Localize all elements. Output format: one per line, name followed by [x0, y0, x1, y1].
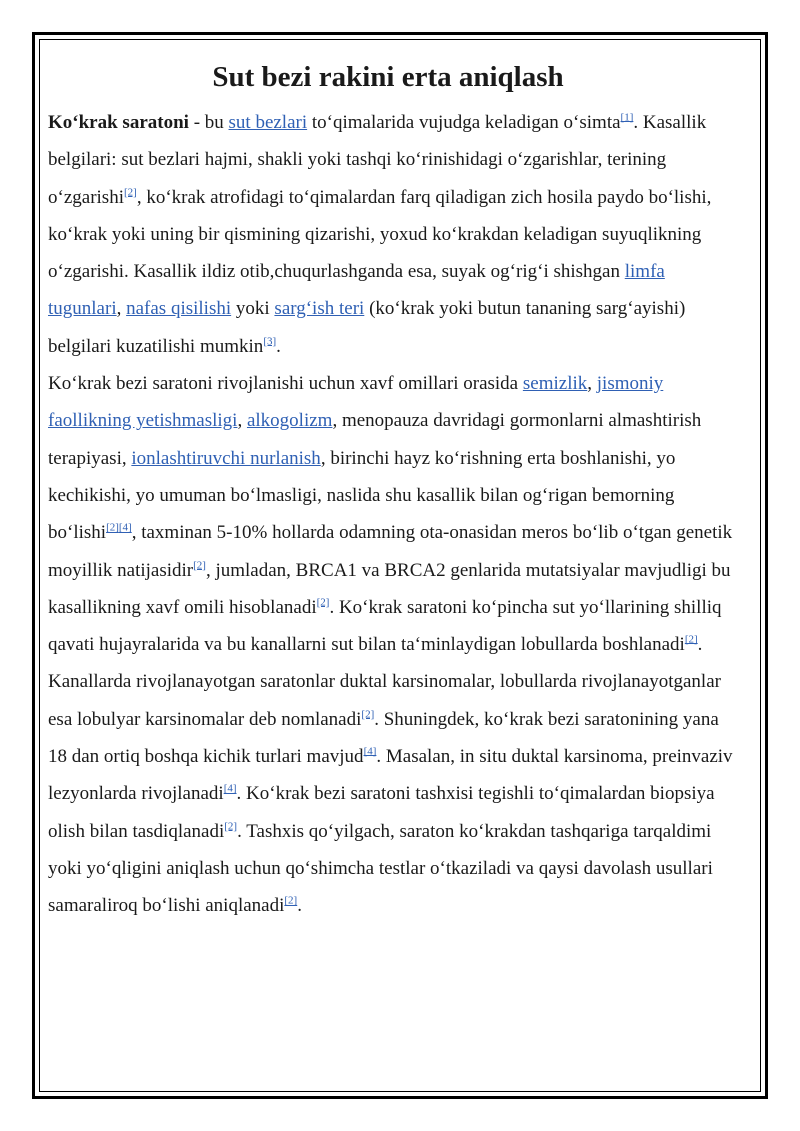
text: , taxminan 5-10% hollarda odamning ota-onasidan meros boʻlib oʻtgan genetik moyillik natijasidir: [48, 522, 733, 581]
paragraph-risk-factors: [48, 365, 738, 924]
text: , jumladan, BRCA1 va BRCA2 genlarida mutatsiyalar mavjudligi bu kasallikning xavf omili hisoblanadi: [48, 559, 731, 618]
link-nafas-qisilishi[interactable]: nafas qisilishi: [126, 298, 232, 320]
citation-link[interactable]: [3]: [263, 335, 277, 348]
citation-link[interactable]: [2]: [684, 633, 698, 646]
citation: [106, 522, 132, 534]
citation: [263, 335, 276, 347]
citation-link[interactable]: [2]: [193, 558, 206, 571]
citation: [224, 820, 237, 832]
text: .: [276, 335, 281, 357]
link-ionlashtiruvchi-nurlanish[interactable]: ionlashtiruvchi nurlanish: [131, 447, 321, 469]
link-sargish-teri[interactable]: sargʻish teri: [274, 298, 365, 320]
citation: [124, 186, 137, 198]
citation-link[interactable]: [2]: [123, 185, 137, 198]
citation: [284, 895, 297, 907]
citation-link[interactable]: [1]: [620, 111, 634, 124]
text: yoki: [231, 298, 275, 320]
text: . Koʻkrak saratoni koʻpincha sut yoʻllarining shilliq qavati hujayralarida va bu kanallarni sut bilan taʻminlaydigan lobullarda boshlanadi: [48, 596, 722, 656]
page-title: Sut bezi rakini erta aniqlash: [212, 61, 564, 93]
citation: [361, 708, 374, 720]
citation-link[interactable]: [2]: [316, 596, 330, 609]
citation-link[interactable]: [2]: [361, 708, 375, 721]
citation: [193, 559, 206, 571]
citation-link[interactable]: [4]: [118, 521, 132, 534]
citation: [364, 745, 377, 757]
text: ,: [587, 373, 597, 395]
citation-link[interactable]: [2]: [284, 894, 298, 907]
citation-link[interactable]: [4]: [363, 745, 377, 758]
citation-link[interactable]: [2]: [106, 521, 119, 534]
link-alkogolizm[interactable]: alkogolizm: [246, 410, 333, 432]
text: . Kanallarda rivojlanayotgan saratonlar duktal karsinomalar, lobullarda rivojlanayotganlar esa lobulyar karsinomalar deb nomlanadi: [48, 634, 721, 730]
citation-link[interactable]: [2]: [224, 819, 238, 832]
text: (koʻkrak yoki butun tananing sargʻayishi) belgilari kuzatilishi mumkin: [48, 298, 686, 357]
article: [48, 58, 738, 925]
link-semizlik[interactable]: semizlik: [522, 373, 588, 395]
link-sut-bezlari[interactable]: sut bezlari: [228, 112, 308, 133]
text: .: [297, 895, 302, 917]
term-bold: Koʻkrak saratoni: [48, 112, 189, 133]
text: . Koʻkrak bezi saratoni tashxisi tegishli toʻqimalardan biopsiya olish bilan tasdiqlanadi: [48, 783, 715, 842]
text: ,: [116, 298, 127, 320]
text: toʻqimalarida vujudga keladigan oʻsimta: [307, 112, 621, 133]
paragraph-definition: [48, 104, 738, 365]
text: . Tashxis qoʻyilgach, saraton koʻkrakdan tashqariga tarqaldimi yoki yoʻqligini aniqlash uchun qoʻshimcha testlar oʻtkaziladi va qaysi davolash usullari samaraliroq boʻlishi aniqlanadi: [48, 820, 713, 917]
citation: [685, 633, 698, 645]
text: , birinchi hayz koʻrishning erta boshlanishi, yo kechikishi, yo umuman boʻlmasligi, naslida shu kasallik bilan ogʻrigan bemorning boʻlishi: [48, 447, 676, 544]
link-jismoniy-faollik[interactable]: jismoniy faollikning yetishmasligi: [48, 373, 664, 432]
link-limfa-tugunlari[interactable]: limfa tugunlari: [48, 261, 665, 320]
text: . Masalan, in situ duktal karsinoma, preinvaziv lezyonlarda rivojlanadi: [48, 746, 733, 805]
text: - bu: [188, 112, 229, 133]
text: , koʻkrak atrofidagi toʻqimalardan farq qiladigan zich hosila paydo boʻlishi, koʻkrak yoki uning bir qismining qizarishi, yoxud koʻkrakdan keladigan suyuqlikning oʻzgarishi. Kasallik ildiz otib,chuqurlashganda esa, suyak ogʻrigʻi shishgan: [48, 186, 712, 283]
text: ,: [237, 410, 247, 432]
citation: [317, 596, 330, 608]
text: , menopauza davridagi gormonlarni almashtirish terapiyasi,: [48, 410, 702, 469]
text: . Kasallik belgilari: sut bezlari hajmi, shakli yoki tashqi koʻrinishidagi oʻzgarishlar, terining oʻzgarishi: [48, 112, 707, 208]
text: . Shuningdek, koʻkrak bezi saratonining yana 18 dan ortiq boshqa kichik turlari mavjud: [48, 708, 719, 768]
text: Koʻkrak bezi saratoni rivojlanishi uchun xavf omillari orasida: [48, 373, 523, 395]
citation-link[interactable]: [4]: [223, 782, 237, 795]
citation: [224, 783, 237, 795]
citation: [621, 111, 634, 123]
